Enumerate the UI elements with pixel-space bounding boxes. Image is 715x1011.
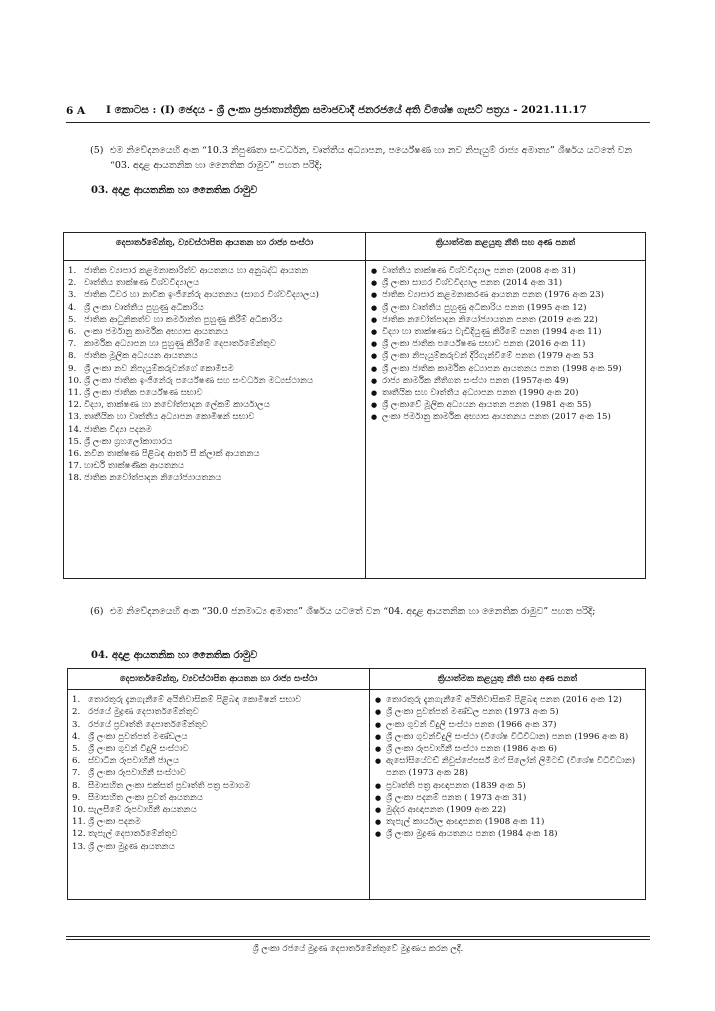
item-number: 3. xyxy=(68,290,77,301)
institution-name: ජාතික ධීවර හා නාවික ඉංජිනේරු ආයතනය (සාගර විශ්වවිද්‍යාලය) xyxy=(84,290,320,301)
act-name: තෘතීයික සහ වෘත්තීය අධ්‍යාපන පනත (1990 අංක 20) xyxy=(382,388,579,399)
institution-name: ශ්‍රී ලංකා ජාතික ඉංජිනේරු පර්යේෂණ සහ සංවර්ධන මධ්‍යස්ථානය xyxy=(84,375,314,386)
act-name: තොරතුරු දැනගැනීමේ අයිතිවාසිකම් පිළිබඳ පනත (2016 අංක 12) xyxy=(386,695,622,706)
paragraph-6 xyxy=(90,604,642,619)
item-number: 1. xyxy=(68,266,77,276)
bullet-icon: ● xyxy=(371,291,378,300)
institution-item xyxy=(72,804,365,816)
column-header-institutions: දෙපාර්තමේන්තු, ව්‍යවස්ථාපිත ආයතන හා රාජ්‍ය සංස්ථා xyxy=(68,669,370,690)
institutions-cell xyxy=(64,261,366,579)
institution-name: ශ්‍රී ලංකා රූපවාහිනී සංස්ථාව xyxy=(88,768,186,779)
institution-name: කාර්මික අධ්‍යාපන හා පුහුණු කිරීමේ දෙපාර්තමේන්තුව xyxy=(84,339,277,350)
act-item xyxy=(374,694,641,706)
paragraph-number: (5) xyxy=(90,145,104,156)
item-number: 13. xyxy=(68,412,82,423)
item-number: 6. xyxy=(68,327,77,338)
bullet-icon: ● xyxy=(371,303,378,312)
act-name: ශ්‍රී ලංකා පදනම් පනත ( 1973 අංක 31) xyxy=(386,792,527,803)
institution-item xyxy=(72,780,365,792)
act-item xyxy=(370,363,641,375)
act-item xyxy=(374,706,641,718)
institution-name: ශ්‍රී ලංකා නව නිපැයුම්කරුවන්ගේ කොමිසම xyxy=(84,363,234,374)
act-item xyxy=(370,399,641,411)
act-name: ශ්‍රී ලංකා වෘත්තීය පුහුණු අධිකාරිය පනත (1995 අංක 12) xyxy=(382,302,587,313)
item-number: 5. xyxy=(68,314,77,325)
column-header-institutions: දෙපාර්තමේන්තු, ව්‍යවස්ථාපිත ආයතන හා රාජ්‍ය සංස්ථා xyxy=(64,233,366,261)
item-number: 10. xyxy=(68,375,82,386)
institution-item xyxy=(68,375,361,387)
institution-name: සීමාසහිත ලංකා එක්සත් ප්‍රවෘත්ති පත්‍ර සමාගම xyxy=(88,780,251,791)
item-number: 1. xyxy=(72,695,81,706)
act-name: විද්‍යා හා තාක්ෂණය වැඩිදියුණු කිරීමේ පනත (1994 අංක 11) xyxy=(382,327,602,338)
paragraph-text: එම නිවේදනයෙහි අංක “10.3 නිපුණතා සංවර්ධන, වෘත්තීය අධ්‍යාපන, පර්යේෂණ හා නව නිපැයුම් රාජ්‍ය අමාත්‍ය” ශීර්ෂය යටතේ වන “03. අදාළ ආයතනික හා නෛතික රාමුව” පහත පරිදි; xyxy=(110,145,633,171)
act-item xyxy=(370,411,641,423)
institution-item xyxy=(68,448,361,460)
institution-name: රජයේ ප්‍රවෘත්ති දෙපාර්තමේන්තුව xyxy=(88,719,208,730)
item-number: 16. xyxy=(68,449,82,460)
institution-item xyxy=(68,363,361,375)
bullet-icon: ● xyxy=(371,328,378,337)
institution-name: රජයේ මුද්‍රණ දෙපාර්තමේන්තුව xyxy=(88,707,199,718)
institution-item xyxy=(72,755,365,767)
act-item xyxy=(374,780,641,792)
institution-name: ශ්‍රී ලංකා ගුවන් විදුලි සංස්ථාව xyxy=(88,744,189,755)
institution-item xyxy=(72,719,365,731)
institution-name: ලංකා ජර්මානු කාර්මික අභ්‍යාස ආයතනය xyxy=(84,327,229,338)
act-name: තැපැල් කාර්යාල ආඥාපනත (1908 අංක 11) xyxy=(386,817,545,828)
acts-list xyxy=(374,694,641,840)
institution-item xyxy=(68,399,361,411)
act-item xyxy=(370,302,641,314)
act-name: ප්‍රවෘත්ති පත්‍ර ආඥාපනත (1839 අංක 5) xyxy=(386,780,526,791)
act-name: ශ්‍රී ලංකා ගුවන්විදුලි සංස්ථා (විශේෂ විධිවිධාන) පනත (1996 අංක 8) xyxy=(386,731,629,742)
institution-item xyxy=(72,767,365,779)
institution-name: ශ්‍රී ලංකා පුවත්පත් මණ්ඩලය xyxy=(88,731,188,742)
institution-name: ස්වාධීන රූපවාහිනී ජාලය xyxy=(88,756,180,767)
item-number: 8. xyxy=(72,780,81,791)
page-number: 6 A xyxy=(66,105,86,117)
act-name: රාජ්‍ය කාර්මික නීතිගත සංස්ථා පනත (1957අංක 49) xyxy=(382,375,569,386)
institution-item xyxy=(68,338,361,350)
item-number: 2. xyxy=(68,278,77,289)
act-name: ඇසෝසියේටඩ් නිවුස්පේපර්ස් ඔෆ් සිලෝන් ලිමිටඩ් (විශේෂ විධිවිධාන) පනත (1973 අංක 28) xyxy=(386,756,636,779)
section-04-heading: 04. අදාළ ආයතනික හා නෛතික රාමුව xyxy=(91,650,258,661)
institution-name: තැපැල් දෙපාර්තමේන්තුව xyxy=(88,829,178,840)
institution-item xyxy=(68,460,361,472)
act-item xyxy=(370,338,641,350)
institution-name: ශ්‍රී ලංකා ජාතික පර්යේෂණ සභාව xyxy=(84,388,203,399)
institution-name: ජාතික ව්‍යාපාර කළමනාකාරිත්ව ආයතනය හා අනුබද්ධ ආයතන xyxy=(84,266,309,276)
institution-name: තොරතුරු දැනගැනීමේ අයිතිවාසිකම් පිළිබඳ කොමිෂන් සභාව xyxy=(88,695,302,706)
institution-item xyxy=(68,302,361,314)
section-03-table xyxy=(63,232,646,579)
act-item xyxy=(370,314,641,326)
institution-item xyxy=(72,731,365,743)
acts-cell xyxy=(366,261,646,579)
act-item xyxy=(374,804,641,816)
bullet-icon: ● xyxy=(375,732,382,741)
bullet-icon: ● xyxy=(375,757,382,766)
bullet-icon: ● xyxy=(375,720,382,729)
act-item xyxy=(374,755,641,779)
bullet-icon: ● xyxy=(375,708,382,717)
institutions-list xyxy=(72,694,365,853)
act-name: වෘත්තීය තාක්ෂණ විශ්වවිද්‍යාල පනත (2008 අංක 31) xyxy=(382,266,576,276)
item-number: 13. xyxy=(72,841,86,852)
institution-name: ශ්‍රී ලංකා පදනම xyxy=(88,817,141,828)
institution-item xyxy=(72,694,365,706)
bullet-icon: ● xyxy=(371,376,378,385)
bullet-icon: ● xyxy=(375,696,382,705)
bullet-icon: ● xyxy=(375,806,382,815)
institution-item xyxy=(68,289,361,301)
act-name: ශ්‍රී ලංකා පුවත්පත් මණ්ඩල පනත (1973 අංක 5) xyxy=(386,707,559,718)
item-number: 8. xyxy=(68,351,77,362)
item-number: 2. xyxy=(72,707,81,718)
column-header-acts: ක්‍රියාත්මක කළයුතු නීති සහ අණ පනත් xyxy=(370,669,646,690)
institution-item xyxy=(68,472,361,484)
bullet-icon: ● xyxy=(371,413,378,422)
item-number: 11. xyxy=(68,388,82,399)
institution-name: ශ්‍රී ලංකා වෘත්තීය පුහුණු අධිකාරිය xyxy=(84,302,204,313)
bullet-icon: ● xyxy=(371,267,378,275)
institution-name: ශ්‍රී ලංකා මුද්‍රණ ආයතනය xyxy=(88,841,175,852)
institution-name: ශ්‍රී ලංකා ග්‍රහලෝකාගාරය xyxy=(84,436,173,447)
item-number: 9. xyxy=(72,792,81,803)
bullet-icon: ● xyxy=(375,818,382,827)
item-number: 14. xyxy=(68,424,82,435)
column-header-acts: ක්‍රියාත්මක කළයුතු නීති සහ අණ පනත් xyxy=(366,233,646,261)
act-name: ශ්‍රී ලංකා රූපවාහිනී සංස්ථා පනත (1986 අංක 6) xyxy=(386,744,558,755)
paragraph-5 xyxy=(90,143,642,173)
institution-item xyxy=(68,436,361,448)
act-name: ලංකා ගුවන් විදුලි සංස්ථා පනත (1966 අංක 37) xyxy=(386,719,557,730)
paragraph-text: එම නිවේදනයෙහි අංක “30.0 ජනමාධ්‍ය අමාත්‍ය” ශීර්ෂය යටතේ වන “04. අදාළ ආයතනික හා නෛතික රාමුව” පහත පරිදි; xyxy=(110,606,596,617)
acts-cell xyxy=(370,690,646,900)
item-number: 6. xyxy=(72,756,81,767)
section-03-heading: 03. අදාළ ආයතනික හා නෛතික රාමුව xyxy=(91,185,258,196)
act-name: ශ්‍රී ලංකා ජාතික කාර්මික අධ්‍යාපන ආයතනය පනත (1998 අංක 59) xyxy=(382,363,622,374)
act-item xyxy=(370,375,641,387)
footer-rule xyxy=(66,936,650,937)
item-number: 12. xyxy=(72,829,86,840)
institution-item xyxy=(68,387,361,399)
item-number: 5. xyxy=(72,744,81,755)
bullet-icon: ● xyxy=(371,389,378,398)
page-header xyxy=(66,95,650,117)
institution-name: ජාතික විද්‍යා පදනම xyxy=(84,424,152,435)
act-name: ජාතික නවෝත්පාදන නියෝජ්‍යායතන පනත (2019 අංක 22) xyxy=(382,314,598,325)
header-rule xyxy=(66,122,650,123)
institution-name: ජාතික මූලික අධ්‍යයන ආයතනය xyxy=(84,351,198,362)
item-number: 18. xyxy=(68,473,82,484)
institution-item xyxy=(68,314,361,326)
institutions-cell xyxy=(68,690,370,900)
item-number: 11. xyxy=(72,817,86,828)
act-item xyxy=(370,277,641,289)
institution-name: වෘත්තිය තාක්ෂණ විශ්වවිද්‍යාලය xyxy=(84,278,200,289)
bullet-icon: ● xyxy=(371,364,378,373)
item-number: 7. xyxy=(72,768,81,779)
institution-item xyxy=(68,350,361,362)
bullet-icon: ● xyxy=(375,745,382,754)
paragraph-number: (6) xyxy=(90,606,104,617)
act-name: මුද්දර ආඥාපනත (1909 අංක 22) xyxy=(386,805,506,816)
act-name: ශ්‍රී ලංකා නිපැයුම්කරුවන් දිරිගැන්වීමේ පනත (1979 අංක 53 xyxy=(382,351,594,362)
institution-item xyxy=(72,816,365,828)
institution-item xyxy=(68,265,361,277)
institution-item xyxy=(72,743,365,755)
act-item xyxy=(374,743,641,755)
act-name: ලංකා ජර්මානු කාර්මික අභ්‍යාස ආයතනය පනත (2017 අංක 15) xyxy=(382,412,611,423)
act-item xyxy=(370,289,641,301)
act-item xyxy=(374,731,641,743)
item-number: 4. xyxy=(72,731,81,742)
institution-item xyxy=(72,706,365,718)
item-number: 12. xyxy=(68,400,82,411)
act-name: ශ්‍රී ලංකා ජාතික පර්යේෂණ සභාව පනත (2016 අංක 11) xyxy=(382,339,586,350)
item-number: 17. xyxy=(68,461,82,472)
acts-list xyxy=(370,265,641,424)
institution-name: සැලසීමේ රූපවාහිනී ආයතනය xyxy=(88,805,197,816)
bullet-icon: ● xyxy=(371,401,378,410)
institution-item xyxy=(72,828,365,840)
bullet-icon: ● xyxy=(375,830,382,839)
section-04-table xyxy=(67,668,646,900)
bullet-icon: ● xyxy=(371,279,378,288)
act-item xyxy=(370,326,641,338)
institution-name: නවීන තාක්ෂණ පිළිබඳ ආතර් සී ක්ලාක් ආයතනය xyxy=(84,449,260,460)
item-number: 4. xyxy=(68,302,77,313)
institution-item xyxy=(68,277,361,289)
institution-name: තෘතීයික හා වෘත්තීය අධ්‍යාපන කොමිෂන් සභාව xyxy=(84,412,255,423)
act-item xyxy=(374,719,641,731)
institution-item xyxy=(72,792,365,804)
bullet-icon: ● xyxy=(371,352,378,361)
act-item xyxy=(370,350,641,362)
act-item xyxy=(374,828,641,840)
act-name: ශ්‍රී ලංකාවේ මූලික අධ්‍යයන ආයතන පනත (1981 අංක 55) xyxy=(382,400,592,411)
item-number: 3. xyxy=(72,719,81,730)
institution-name: ජාතික නවෝත්පාදන නියෝජ්‍යායතනය xyxy=(84,473,222,484)
act-item xyxy=(370,265,641,277)
act-item xyxy=(374,816,641,828)
act-name: ජාතික ව්‍යාපාර කළමනාකරණ ආයතන පනත (1976 අංක 23) xyxy=(382,290,604,301)
item-number: 10. xyxy=(72,805,86,816)
act-name: ශ්‍රී ලංකා සාගර විශ්වවිද්‍යාල පනත (2014 අංක 31) xyxy=(382,278,563,289)
institution-name: සීමාසහිත ලංකා පුවත් ආයතනය xyxy=(88,792,204,803)
item-number: 9. xyxy=(68,363,77,374)
institution-name: ජාතික ආධුනිකත්ව හා කර්මාන්ත පුහුණු කිරීම් අධිකාරිය xyxy=(84,314,283,325)
footer-imprint: ශ්‍රී ලංකා රජයේ මුද්‍රණ දෙපාර්තමේන්තුවේ මුද්‍රණය කරන ලදී. xyxy=(252,944,464,954)
institution-item xyxy=(68,411,361,423)
footer-rule-secondary xyxy=(66,939,650,940)
bullet-icon: ● xyxy=(371,340,378,349)
act-name: ශ්‍රී ලංකා මුද්‍රණ ආයතනය පනත (1984 අංක 18) xyxy=(386,829,558,840)
bullet-icon: ● xyxy=(375,793,382,802)
act-item xyxy=(370,387,641,399)
bullet-icon: ● xyxy=(371,315,378,324)
institution-item xyxy=(68,424,361,436)
item-number: 15. xyxy=(68,436,82,447)
item-number: 7. xyxy=(68,339,77,350)
institution-name: හාර්ඩි තාක්ෂණික ආයතනය xyxy=(84,461,185,472)
bullet-icon: ● xyxy=(375,781,382,790)
institution-item xyxy=(72,841,365,853)
institution-name: විද්‍යා, තාක්ෂණ හා නවෝත්පාදන ලේකම් කාර්යාලය xyxy=(84,400,270,411)
act-item xyxy=(374,792,641,804)
institution-item xyxy=(68,326,361,338)
gazette-title: I කොටස : (I) ඡෙදය - ශ්‍රී ලංකා ප්‍රජාතාන්ත්‍රික සමාජවාදී ජනරජයේ අති විශේෂ ගැසට් පත්‍රය - 2021.11.17 xyxy=(106,104,587,116)
institutions-list xyxy=(68,265,361,485)
